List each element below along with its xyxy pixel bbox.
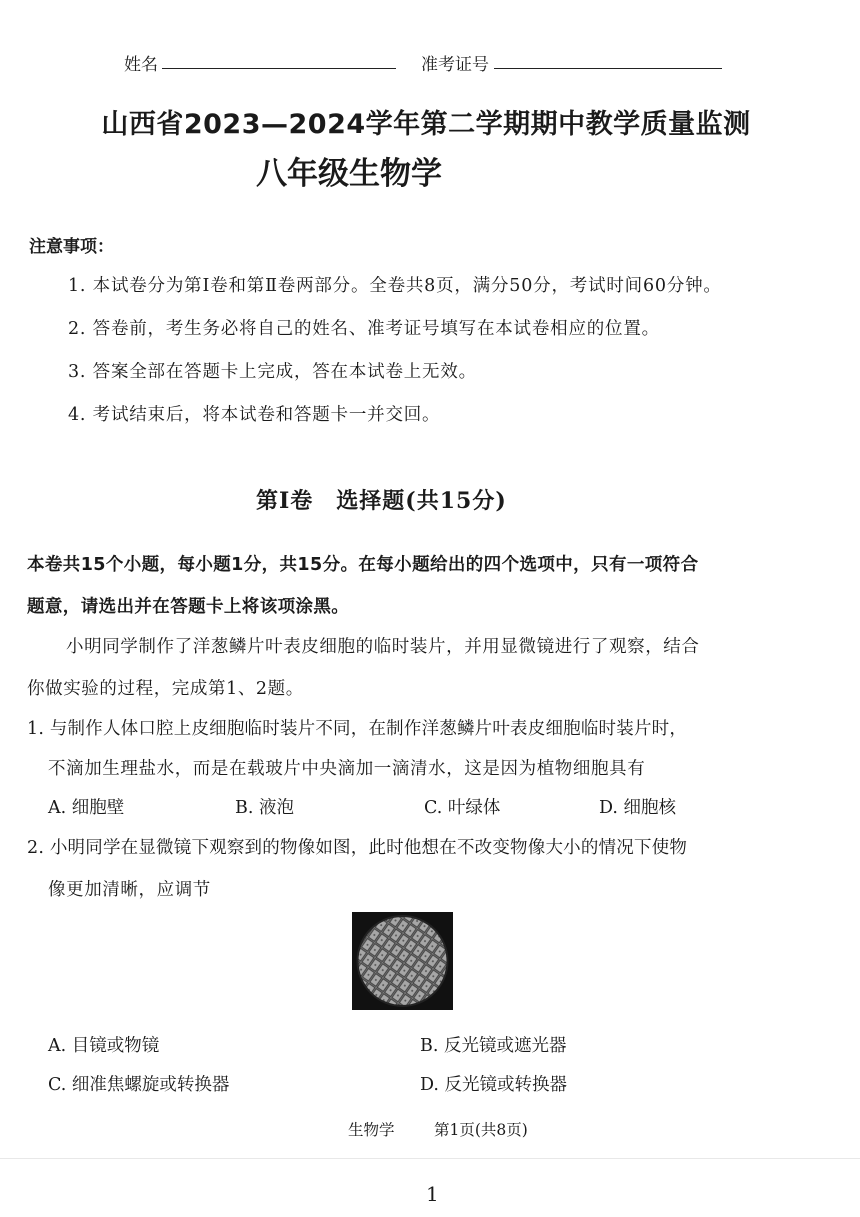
name-label: 姓名 [124, 55, 158, 75]
footer-subject: 生物学 [348, 1121, 395, 1139]
question-2-option-c: C. 细准焦螺旋或转换器 [48, 1075, 230, 1095]
question-1-line-1: 1. 与制作人体口腔上皮细胞临时装片不同，在制作洋葱鳞片叶表皮细胞临时装片时， [27, 719, 688, 739]
exam-title: 山西省2023—2024学年第二学期期中教学质量监测 [101, 109, 751, 140]
note-item-4: 4. 考试结束后，将本试卷和答题卡一并交回。 [68, 405, 441, 425]
note-item-2: 2. 答卷前，考生务必将自己的姓名、准考证号填写在本试卷相应的位置。 [68, 319, 660, 339]
question-2-line-2: 像更加清晰，应调节 [48, 880, 211, 900]
exam-id-field-line [494, 68, 722, 69]
notes-heading: 注意事项： [29, 237, 114, 257]
note-item-3: 3. 答案全部在答题卡上完成，答在本试卷上无效。 [68, 362, 477, 382]
exam-subtitle: 八年级生物学 [256, 156, 442, 192]
footer-page-info: 第1页(共8页) [434, 1121, 528, 1139]
page-number: 1 [426, 1182, 439, 1206]
section-title: 第Ⅰ卷 选择题(共15分) [256, 488, 507, 514]
question-2-option-d: D. 反光镜或转换器 [420, 1075, 568, 1095]
question-2-option-a: A. 目镜或物镜 [48, 1036, 160, 1056]
question-1-option-c: C. 叶绿体 [424, 798, 501, 818]
section-instruction-line-1: 本卷共15个小题，每小题1分，共15分。在每小题给出的四个选项中，只有一项符合 [27, 555, 699, 575]
name-field-line [162, 68, 396, 69]
question-1-option-a: A. 细胞壁 [48, 798, 125, 818]
question-1-option-b: B. 液泡 [235, 798, 294, 818]
context-line-1: 小明同学制作了洋葱鳞片叶表皮细胞的临时装片，并用显微镜进行了观察，结合 [66, 637, 700, 657]
context-line-2: 你做实验的过程，完成第1、2题。 [27, 679, 304, 699]
question-2-option-b: B. 反光镜或遮光器 [420, 1036, 567, 1056]
question-1-option-d: D. 细胞核 [599, 798, 677, 818]
note-item-1: 1. 本试卷分为第Ⅰ卷和第Ⅱ卷两部分。全卷共8页，满分50分，考试时间60分钟。 [68, 276, 722, 296]
question-1-line-2: 不滴加生理盐水，而是在载玻片中央滴加一滴清水，这是因为植物细胞具有 [48, 759, 646, 779]
exam-id-label: 准考证号 [421, 55, 489, 75]
page-divider [0, 1158, 860, 1159]
question-2-line-1: 2. 小明同学在显微镜下观察到的物像如图，此时他想在不改变物像大小的情况下使物 [27, 838, 688, 858]
section-instruction-line-2: 题意，请选出并在答题卡上将该项涂黑。 [27, 597, 350, 617]
microscope-view-image [352, 912, 453, 1010]
